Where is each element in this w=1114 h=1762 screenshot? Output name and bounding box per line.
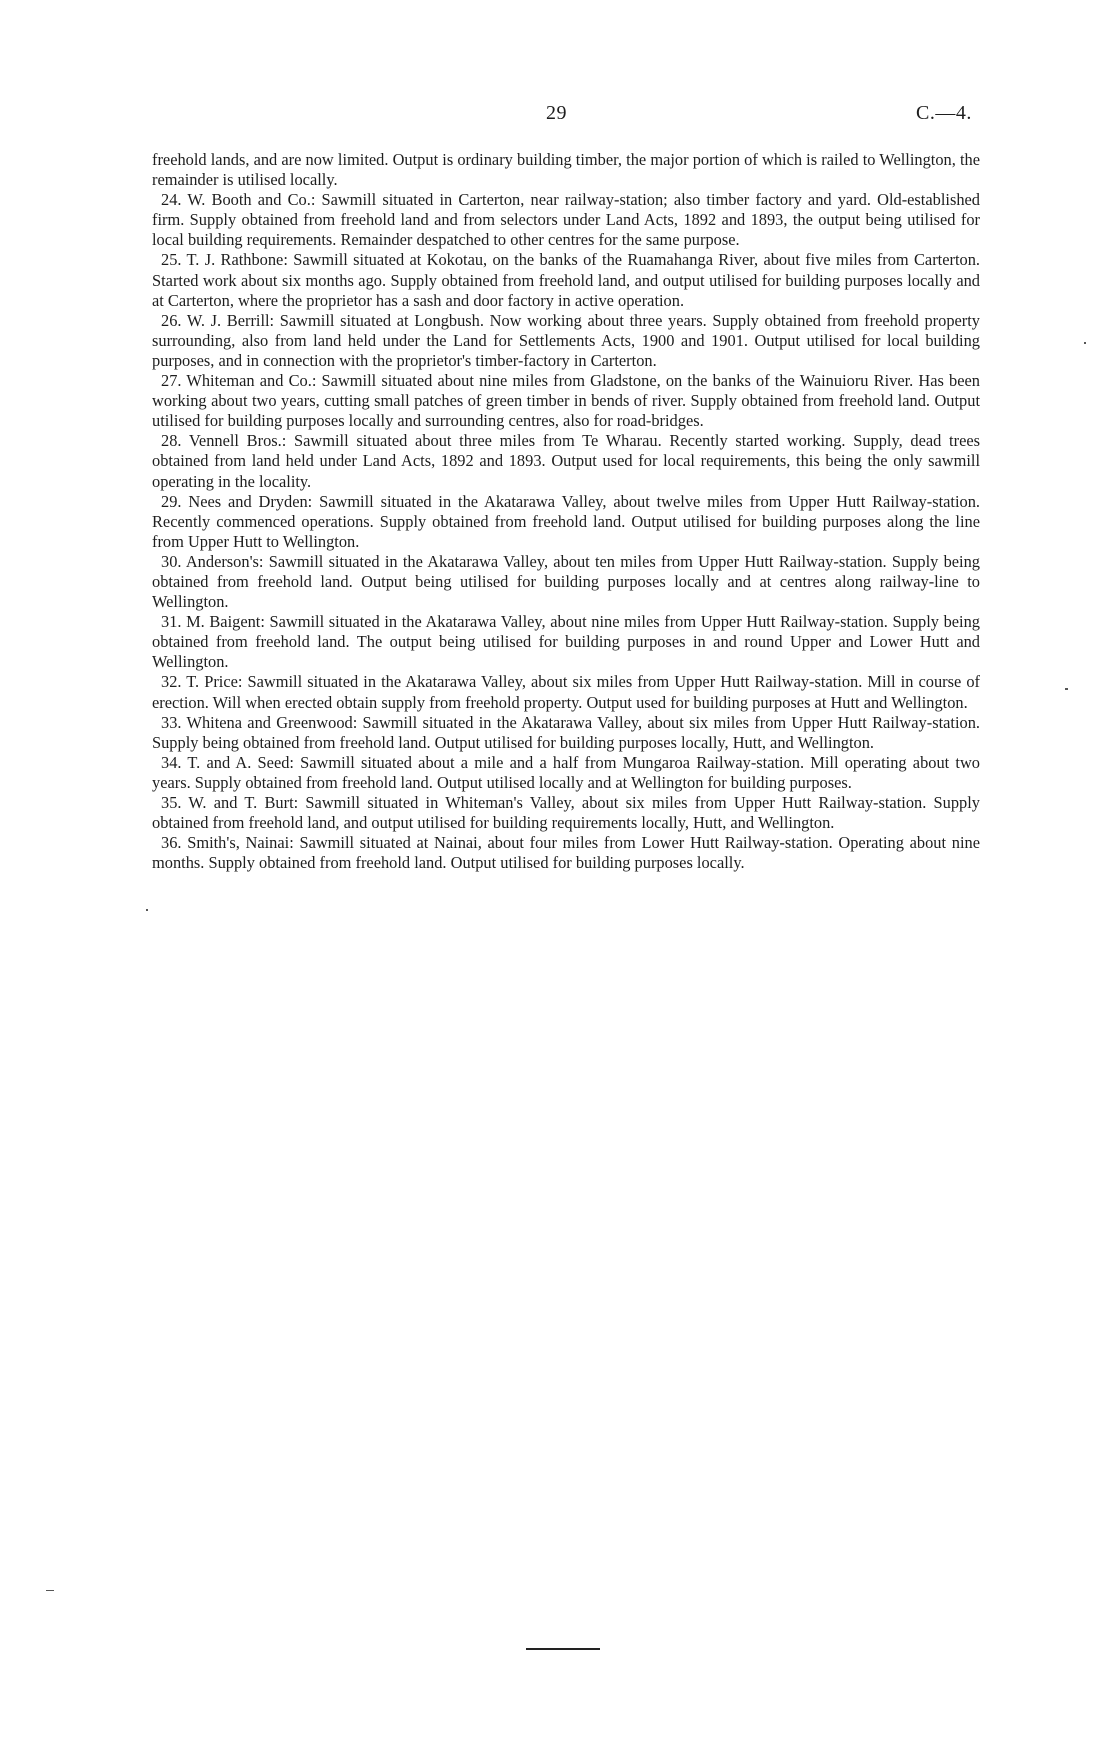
scan-speck [1065, 688, 1068, 690]
entry-24-booth: 24. W. Booth and Co.: Sawmill situated in Carterton, near railway-station; also timber factory and yard. Old-established firm. Supply obtained from freehold land and from selectors under Land Acts, 1892 and 1893, the output being utilised for local building requirements. Remainder despatched to other centres for the same purpose. [152, 190, 980, 250]
paragraph-continuation: freehold lands, and are now limited. Output is ordinary building timber, the major portion of which is railed to Wellington, the remainder is utilised locally. [152, 150, 980, 190]
closing-rule [526, 1648, 600, 1650]
page-number: 29 [546, 102, 567, 124]
scan-speck [146, 909, 148, 911]
entry-33-whitena-greenwood: 33. Whitena and Greenwood: Sawmill situated in the Akatarawa Valley, about six miles from Upper Hutt Railway-station. Supply being obtained from freehold land. Output utilised for building purposes locally, Hutt, and Wellington. [152, 712, 980, 752]
entry-36-smith-nainai: 36. Smith's, Nainai: Sawmill situated at Nainai, about four miles from Lower Hutt Railway-station. Operating about nine months. Supply obtained from freehold land. Output utilised for building purposes locally. [152, 833, 980, 873]
document-reference: C.—4. [916, 102, 972, 124]
entry-32-price: 32. T. Price: Sawmill situated in the Akatarawa Valley, about six miles from Upper Hutt Railway-station. Mill in course of erection. Will when erected obtain supply from freehold property. Output used for building purposes at Hutt and Wellington. [152, 672, 980, 712]
entry-27-whiteman: 27. Whiteman and Co.: Sawmill situated about nine miles from Gladstone, on the banks of the Wainuioru River. Has been working about two years, cutting small patches of green timber in bends of river. Supply obtained from freehold land. Output utilised for building purposes locally and surrounding centres, also for road-bridges. [152, 371, 980, 431]
entry-35-burt: 35. W. and T. Burt: Sawmill situated in Whiteman's Valley, about six miles from Upper Hutt Railway-station. Supply obtained from freehold land, and output utilised for building requirements locally, Hutt, and Wellington. [152, 793, 980, 833]
entry-31-baigent: 31. M. Baigent: Sawmill situated in the Akatarawa Valley, about nine miles from Upper Hutt Railway-station. Supply being obtained from freehold land. The output being utilised for building purposes in and round Upper and Lower Hutt and Wellington. [152, 612, 980, 672]
entry-30-anderson: 30. Anderson's: Sawmill situated in the Akatarawa Valley, about ten miles from Upper Hutt Railway-station. Supply being obtained from freehold land. Output being utilised for building purposes locally and at centres along railway-line to Wellington. [152, 551, 980, 612]
entry-34-seed: 34. T. and A. Seed: Sawmill situated about a mile and a half from Mungaroa Railway-station. Mill operating about two years. Supply obtained from freehold land. Output utilised locally and at Wellington for building purposes. [152, 752, 980, 792]
body-text [152, 150, 980, 873]
scan-speck [1084, 342, 1086, 344]
scan-speck [46, 1590, 54, 1591]
entry-25-rathbone: 25. T. J. Rathbone: Sawmill situated at Kokotau, on the banks of the Ruamahanga River, about five miles from Carterton. Started work about six months ago. Supply obtained from freehold land, and output utilised for building purposes locally and at Carterton, where the proprietor has a sash and door factory in active operation. [152, 250, 980, 310]
entry-28-vennell: 28. Vennell Bros.: Sawmill situated about three miles from Te Wharau. Recently started working. Supply, dead trees obtained from land held under Land Acts, 1892 and 1893. Output used for local requirements, this being the only sawmill operating in the locality. [152, 431, 980, 491]
entry-29-nees-dryden: 29. Nees and Dryden: Sawmill situated in the Akatarawa Valley, about twelve miles from Upper Hutt Railway-station. Recently commenced operations. Supply obtained from freehold land. Output utilised for building purposes along the line from Upper Hutt to Wellington. [152, 491, 980, 551]
entry-26-berrill: 26. W. J. Berrill: Sawmill situated at Longbush. Now working about three years. Supply obtained from freehold property surrounding, also from land held under the Land for Settlements Acts, 1900 and 1901. Output utilised for local building purposes, and in connection with the proprietor's timber-factory in Carterton. [152, 310, 980, 370]
page-header [0, 102, 1114, 128]
